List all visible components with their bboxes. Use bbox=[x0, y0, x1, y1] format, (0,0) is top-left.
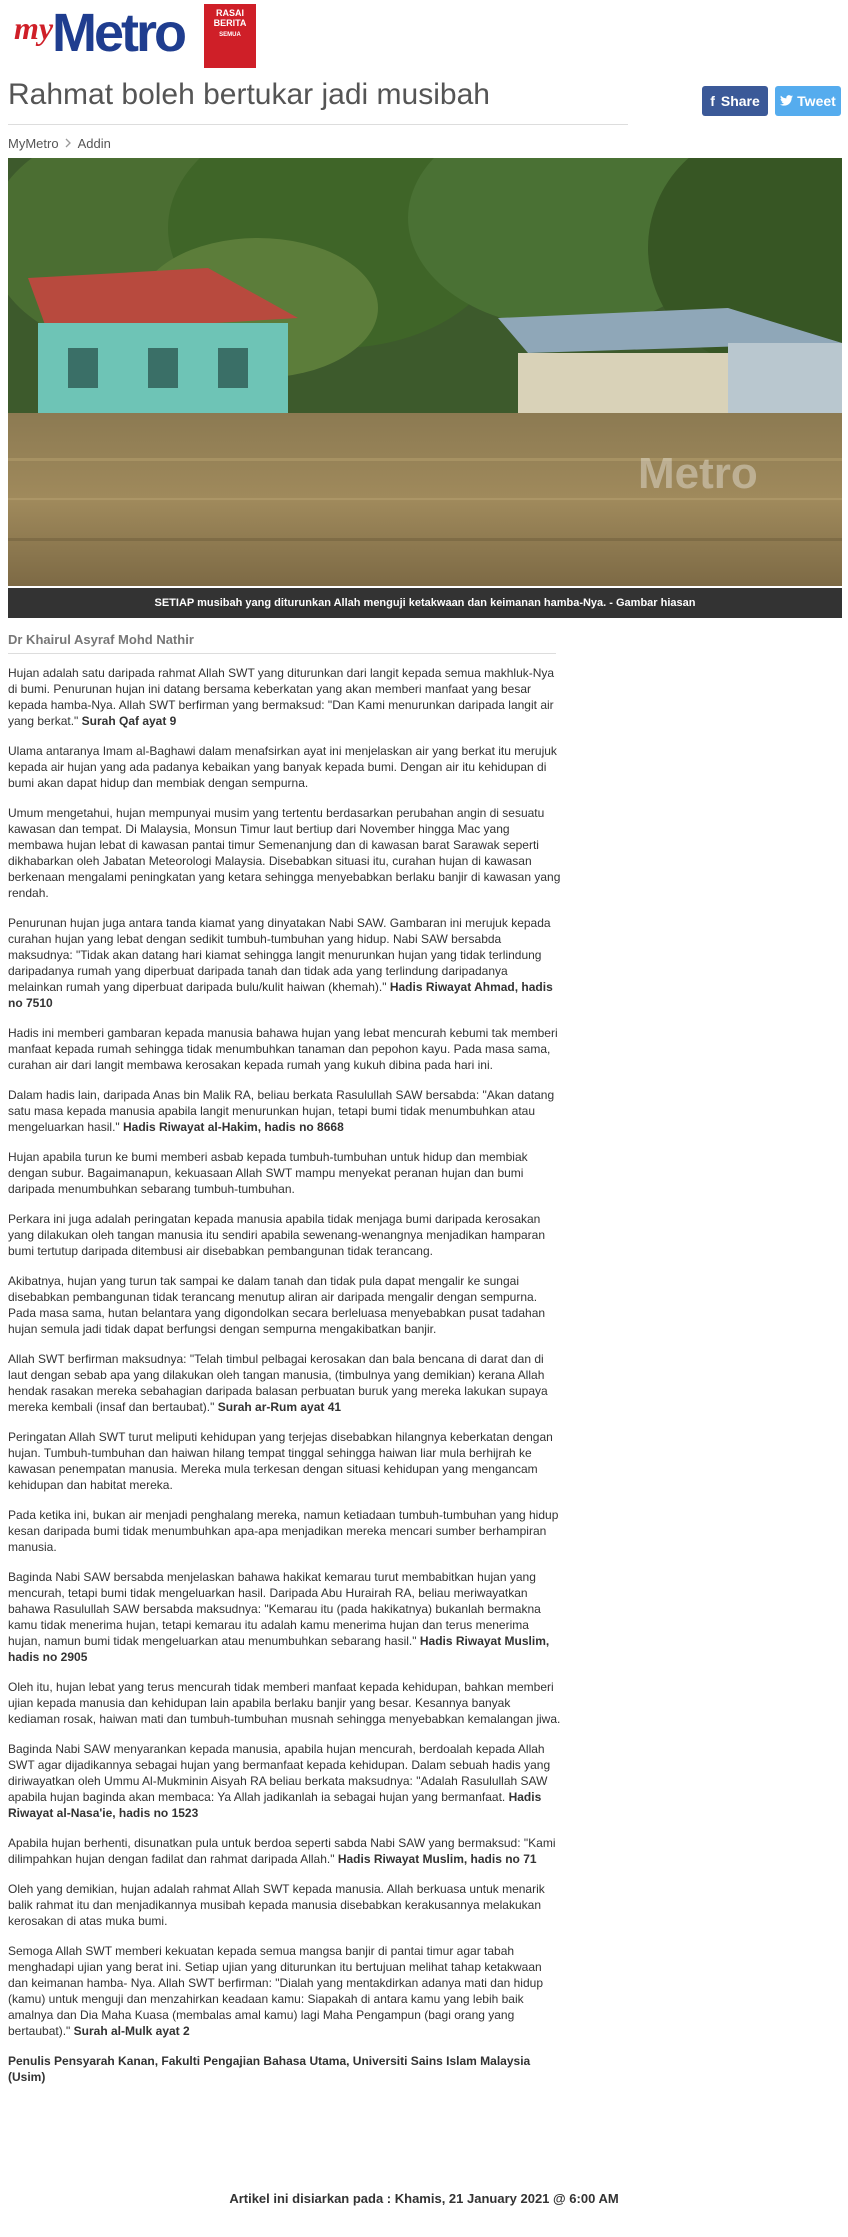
paragraph-reference: Hadis Riwayat al-Hakim, hadis no 8668 bbox=[123, 1120, 344, 1134]
mymetro-logo[interactable] bbox=[8, 4, 256, 68]
paragraph-reference: Surah Qaf ayat 9 bbox=[81, 714, 177, 728]
article-paragraph bbox=[8, 1835, 564, 1867]
article-paragraph bbox=[8, 1507, 564, 1555]
paragraph-text: Baginda Nabi SAW menyarankan kepada manusia, apabila hujan mencurah, berdoalah kepada Allah SWT agar dijadikannya sebagai hujan yang bermanfaat kepada kehidupan. Dalam sebuah hadis yang diriwayatkan oleh Ummu Al-Mukminin Aisyah RA beliau berkata maksudnya: "Adalah Rasulullah SAW apabila hujan baginda akan membaca: Ya Allah jadikanlah ia sebagai hujan yang bermanfaat. bbox=[8, 1742, 551, 1804]
paragraph-reference: Penulis Pensyarah Kanan, Fakulti Pengajian Bahasa Utama, Universiti Sains Islam Malaysia (Usim) bbox=[8, 2054, 531, 2084]
paragraph-text: Hujan apabila turun ke bumi memberi asbab kepada tumbuh-tumbuhan untuk hidup dan membiak dengan subur. Bagaimanapun, kekuasaan Allah SWT mampu menyekat peranan hujan dan bumi daripada menumbuhkan sebarang tumbuh-tumbuhan. bbox=[8, 1150, 528, 1196]
logo-badge-line3: SEMUA bbox=[219, 32, 241, 38]
paragraph-text: Semoga Allah SWT memberi kekuatan kepada semua mangsa banjir di pantai timur agar tabah menghadapi ujian yang berat ini. Setiap ujian yang diturunkan itu bertujuan melihat tahap ketakwaan dan keimanan hamba- Nya. Allah SWT berfirman: "Dialah yang mentakdirkan adanya mati dan hidup (kamu) untuk menguji dan menzahirkan keadaan kamu: Siapakah di antara kamu yang lebih baik amalnya dan Dia Maha Kuasa (membalas amal kamu) lagi Maha Pengampun (bagi orang yang bertaubat)." bbox=[8, 1944, 543, 2038]
article-paragraph bbox=[8, 1149, 564, 1197]
article-photo bbox=[8, 158, 842, 586]
paragraph-text: Perkara ini juga adalah peringatan kepada manusia apabila tidak menjaga bumi daripada kerosakan yang dilakukan oleh tangan manusia itu sendiri apabila sewenang-wenangnya menjadikan hamparan bumi tertutup daripada ditembusi air disebabkan pembangunan tidak terancang. bbox=[8, 1212, 546, 1258]
article-paragraph bbox=[8, 1943, 564, 2039]
paragraph-text: Oleh itu, hujan lebat yang terus mencurah tidak memberi manfaat kepada kehidupan, bahkan memberi ujian kepada manusia dan kehidupan lain apabila berlaku banjir yang besar. Kesannya banyak kediaman rosak, haiwan mati dan tumbuh-tumbuhan musnah sehingga menyebabkan kemalangan jiwa. bbox=[8, 1680, 561, 1726]
paragraph-text: Penurunan hujan juga antara tanda kiamat yang dinyatakan Nabi SAW. Gambaran ini merujuk kepada curahan hujan yang lebat dengan sedikit tumbuh-tumbuhan yang hidup. Nabi SAW bersabda maksudnya: "Tidak akan datang hari kiamat sehingga langit menurunkan hujan yang tidak terlindung daripadanya rumah yang diperbuat daripada tanah dan tidak ada yang terlindung daripadanya melainkan rumah yang diperbuat daripada bulu/kulit haiwan (khemah)." bbox=[8, 916, 551, 994]
share-label: Share bbox=[720, 93, 760, 109]
paragraph-text: Akibatnya, hujan yang turun tak sampai ke dalam tanah dan tidak pula dapat mengalir ke sungai disebabkan pembangunan tidak terancang menutup aliran air daripada mengalir dengan sempurna. Pada masa sama, hutan belantara yang digondolkan secara berleluasa menyebabkan pusat tadahan hujan semula jadi tidak dapat berfungsi dengan sempurna mengakibatkan banjir. bbox=[8, 1274, 546, 1336]
article-paragraph bbox=[8, 805, 564, 901]
author-name: Dr Khairul Asyraf Mohd Nathir bbox=[8, 632, 194, 647]
chevron-right-icon bbox=[65, 137, 72, 151]
paragraph-reference: Hadis Riwayat Ahmad, hadis no 7510 bbox=[8, 980, 553, 1010]
article-body bbox=[8, 665, 564, 2099]
facebook-icon: f bbox=[710, 93, 715, 109]
logo-badge-line1: RASAI bbox=[215, 8, 244, 18]
paragraph-reference: Hadis Riwayat al-Nasa'ie, hadis no 1523 bbox=[8, 1790, 542, 1820]
photo-caption: SETIAP musibah yang diturunkan Allah menguji ketakwaan dan keimanan hamba-Nya. - Gambar hiasan bbox=[8, 588, 842, 618]
twitter-icon bbox=[780, 93, 793, 109]
paragraph-text: Hadis ini memberi gambaran kepada manusia bahawa hujan yang lebat mencurah kebumi tak memberi manfaat kepada rumah sehingga tidak menumbuhkan tanaman dan pepohon kayu. Pada masa sama, curahan air dari langit membawa kerosakan kepada rumah yang kukuh dibina pada hari ini. bbox=[8, 1026, 558, 1072]
published-date: Artikel ini disiarkan pada : Khamis, 21 January 2021 @ 6:00 AM bbox=[229, 2191, 619, 2206]
article-paragraph bbox=[8, 1881, 564, 1929]
article-paragraph bbox=[8, 1087, 564, 1135]
paragraph-text: Allah SWT berfirman maksudnya: "Telah timbul pelbagai kerosakan dan bala bencana di darat dan di laut dengan sebab apa yang dilakukan oleh tangan manusia, (timbulnya yang demikian) kerana Allah hendak rasakan mereka sebahagian daripada balasan perbuatan buruk yang mereka lakukan supaya mereka kembali (insaf dan bertaubat)." bbox=[8, 1352, 548, 1414]
paragraph-text: Ulama antaranya Imam al-Baghawi dalam menafsirkan ayat ini menjelaskan air yang berkat itu merujuk kepada air hujan yang ada padanya kebaikan yang banyak kepada bumi. Dengan air itu kehidupan di bumi akan dapat hidup dan membiak dengan sempurna. bbox=[8, 744, 557, 790]
title-divider bbox=[8, 124, 628, 125]
article-paragraph bbox=[8, 1273, 564, 1337]
article-paragraph bbox=[8, 1679, 564, 1727]
share-button[interactable] bbox=[702, 86, 768, 116]
logo-badge-line2: BERITA bbox=[213, 18, 247, 28]
page-title: Rahmat boleh bertukar jadi musibah bbox=[8, 78, 490, 111]
article-paragraph bbox=[8, 1741, 564, 1821]
breadcrumb-addin[interactable]: Addin bbox=[77, 136, 111, 151]
paragraph-text: Apabila hujan berhenti, disunatkan pula untuk berdoa seperti sabda Nabi SAW yang bermaksud: "Kami dilimpahkan hujan dengan fadilat dan rahmat daripada Allah." bbox=[8, 1836, 556, 1866]
article-paragraph bbox=[8, 743, 564, 791]
paragraph-text: Pada ketika ini, bukan air menjadi penghalang mereka, namun ketiadaan tumbuh-tumbuhan yang hidup kesan daripada bumi tidak menumbuhkan apa-apa menjadikan mereka mencari sumber berhampiran manusia. bbox=[8, 1508, 559, 1554]
paragraph-reference: Surah ar-Rum ayat 41 bbox=[217, 1400, 342, 1414]
tweet-button[interactable] bbox=[775, 86, 841, 116]
article-paragraph bbox=[8, 1351, 564, 1415]
photo-watermark: Metro bbox=[638, 449, 758, 498]
tweet-label: Tweet bbox=[797, 93, 836, 109]
logo-metro: Metro bbox=[52, 3, 184, 63]
article-paragraph bbox=[8, 1429, 564, 1493]
paragraph-text: Umum mengetahui, hujan mempunyai musim yang tertentu berdasarkan perubahan angin di sesuatu kawasan dan tempat. Di Malaysia, Monsun Timur laut bertiup dari November hingga Mac yang membawa hujan lebat di kawasan pantai timur Semenanjung dan di kawasan barat Sarawak seperti dikhabarkan oleh Jabatan Meteorologi Malaysia. Disebabkan situasi itu, curahan hujan di kawasan berkenaan mengalami peningkatan yang ketara sehingga menyebabkan berlaku banjir di kawasan yang rendah. bbox=[8, 806, 561, 900]
paragraph-reference: Hadis Riwayat Muslim, hadis no 2905 bbox=[8, 1634, 550, 1664]
article-paragraph bbox=[8, 915, 564, 1011]
breadcrumb-mymetro[interactable]: MyMetro bbox=[8, 136, 59, 151]
article-paragraph bbox=[8, 1025, 564, 1073]
breadcrumb bbox=[8, 136, 111, 151]
article-paragraph bbox=[8, 1211, 564, 1259]
paragraph-text: Peringatan Allah SWT turut meliputi kehidupan yang terjejas disebabkan hilangnya keberkatan dengan hujan. Tumbuh-tumbuhan dan haiwan hilang tempat tinggal sehingga haiwan liar mula berhijrah ke kawasan penempatan manusia. Mereka mula terkesan dengan situasi kehidupan yang mengancam kehidupan dan habitat mereka. bbox=[8, 1430, 553, 1492]
article-paragraph bbox=[8, 665, 564, 729]
author-divider bbox=[8, 653, 556, 654]
logo-badge bbox=[204, 4, 256, 68]
paragraph-text: Oleh yang demikian, hujan adalah rahmat Allah SWT kepada manusia. Allah berkuasa untuk menarik balik rahmat itu dan menjadikannya musibah kepada manusia disebabkan kerakusannya melakukan kerosakan di atas muka bumi. bbox=[8, 1882, 545, 1928]
article-paragraph bbox=[8, 2053, 564, 2085]
paragraph-text: Dalam hadis lain, daripada Anas bin Malik RA, beliau berkata Rasulullah SAW bersabda: "Akan datang satu masa kepada manusia apabila langit menurunkan hujan, tetapi bumi tidak menumbuhkan atau mengeluarkan hasil." bbox=[8, 1088, 555, 1134]
paragraph-reference: Hadis Riwayat Muslim, hadis no 71 bbox=[337, 1852, 537, 1866]
article-paragraph bbox=[8, 1569, 564, 1665]
paragraph-reference: Surah al-Mulk ayat 2 bbox=[73, 2024, 190, 2038]
paragraph-text: Baginda Nabi SAW bersabda menjelaskan bahawa hakikat kemarau turut membabitkan hujan yang mencurah, tetapi bumi tidak mengeluarkan hasil. Daripada Abu Hurairah RA, beliau meriwayatkan bahawa Rasulullah SAW bersabda maksudnya: "Kemarau itu (pada hakikatnya) bukanlah bermakna kamu tidak menerima hujan, tetapi kemarau itu adalah kamu menerima hujan dan terus menerima hujan, namun bumi tidak mengeluarkan atau menumbuhkan sebarang hasil." bbox=[8, 1570, 541, 1648]
logo-my: my bbox=[14, 10, 54, 46]
paragraph-text: Hujan adalah satu daripada rahmat Allah SWT yang diturunkan dari langit kepada semua makhluk-Nya di bumi. Penurunan hujan ini datang bersama keberkatan yang akan memberi manfaat yang besar kepada hamba-Nya. Allah SWT berfirman yang bermaksud: "Dan Kami menurunkan daripada langit air yang berkat." bbox=[8, 666, 555, 728]
